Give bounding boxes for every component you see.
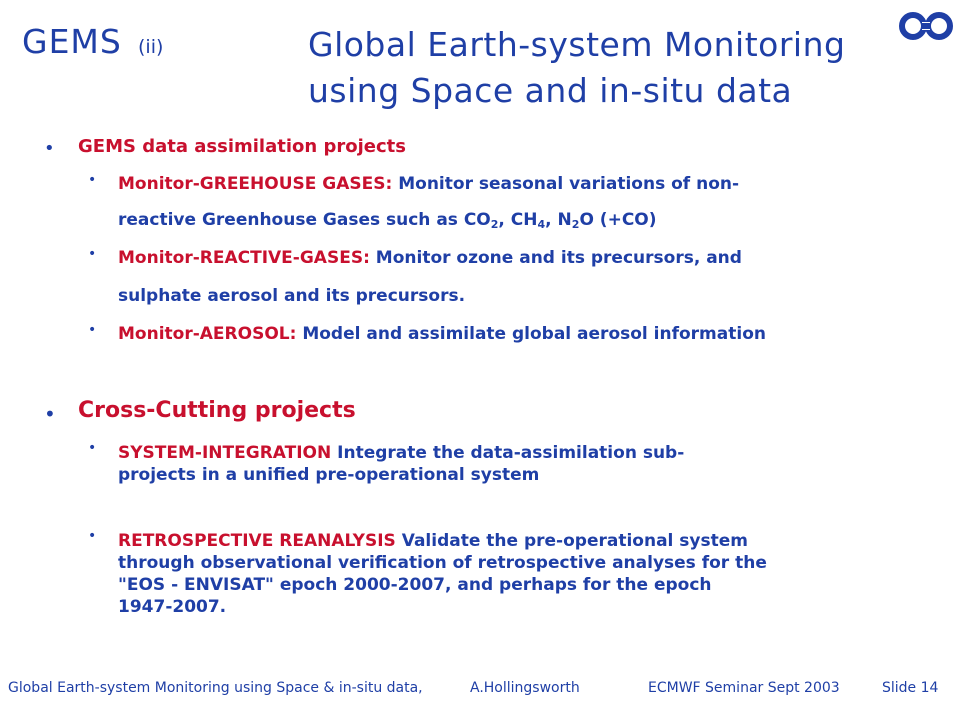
footer-seminar: ECMWF Seminar Sept 2003 <box>648 680 840 696</box>
bullet-icon: • <box>44 402 56 426</box>
item-text: , CH <box>498 210 538 230</box>
ecmwf-logo-icon <box>898 4 954 48</box>
item-text: Integrate the data-assimilation sub- <box>331 443 685 463</box>
list-item-greenhouse-cont <box>118 210 657 230</box>
item-text: through observational verification of retrospective analyses for the <box>118 553 767 573</box>
item-text: 1947-2007. <box>118 597 227 617</box>
bullet-icon: • <box>88 172 97 188</box>
item-text: Monitor ozone and its precursors, and <box>369 248 742 268</box>
page-title <box>308 22 845 114</box>
item-label: SYSTEM-INTEGRATION <box>118 443 332 463</box>
item-label: Monitor-GREEHOUSE GASES: <box>118 174 393 194</box>
list-item-reactive <box>118 248 742 268</box>
item-text: , N <box>545 210 572 230</box>
title-line-1: Global Earth-system Monitoring <box>308 25 846 64</box>
bullet-icon: • <box>88 528 97 544</box>
item-text: O (+CO) <box>579 210 657 230</box>
bullet-icon: • <box>88 440 97 456</box>
bullet-icon: • <box>88 246 97 262</box>
item-text: sulphate aerosol and its precursors. <box>118 286 466 306</box>
item-label: RETROSPECTIVE REANALYSIS <box>118 531 396 551</box>
subscript: 4 <box>537 218 546 231</box>
item-text: "EOS - ENVISAT" epoch 2000-2007, and perhaps for the epoch <box>118 575 712 595</box>
item-text: Monitor seasonal variations of non- <box>392 174 740 194</box>
section-heading-cross-cutting: Cross-Cutting projects <box>78 398 356 423</box>
item-text: reactive Greenhouse Gases such as CO <box>118 210 491 230</box>
list-item-aerosol <box>118 324 766 344</box>
list-item-greenhouse <box>118 174 930 194</box>
item-label: Monitor-AEROSOL: <box>118 324 297 344</box>
bullet-icon: • <box>88 322 97 338</box>
footer-title: Global Earth-system Monitoring using Space & in-situ data, <box>8 680 423 696</box>
subscript: 2 <box>571 218 580 231</box>
list-item-system-integration <box>118 442 684 486</box>
list-item-retrospective <box>118 530 767 618</box>
item-label: Monitor-REACTIVE-GASES: <box>118 248 370 268</box>
title-subtitle-ii: (ii) <box>138 36 164 58</box>
footer-slide-number: Slide 14 <box>882 680 939 696</box>
subscript: 2 <box>490 218 499 231</box>
title-line-2: using Space and in-situ data <box>308 71 793 110</box>
item-text: projects in a unified pre-operational system <box>118 465 540 485</box>
item-text: Model and assimilate global aerosol information <box>296 324 766 344</box>
section-heading-assimilation: GEMS data assimilation projects <box>78 136 406 157</box>
title-gems: GEMS <box>22 22 122 61</box>
item-text: Validate the pre-operational system <box>395 531 748 551</box>
bullet-icon: • <box>44 138 55 159</box>
footer-author: A.Hollingsworth <box>470 680 580 696</box>
